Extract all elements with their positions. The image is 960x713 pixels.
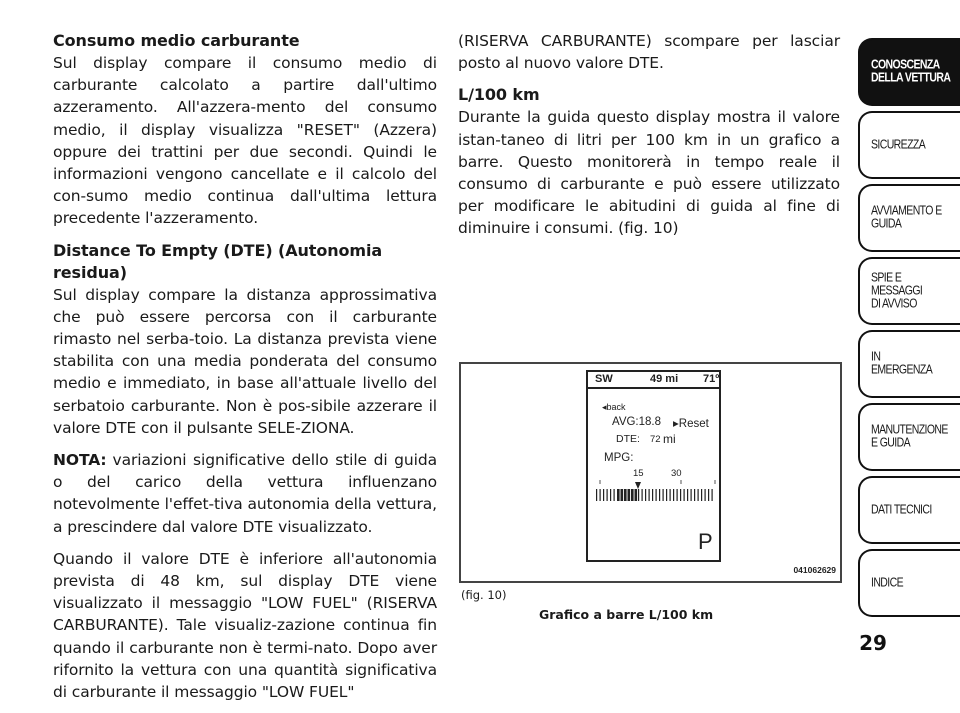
avg-readout: AVG:18.8 [612,416,662,428]
bar-segment [659,489,660,501]
screen-status-bar [588,372,719,389]
bar-segment [670,489,671,501]
note-paragraph [53,449,437,538]
mpg-bar-graph [596,489,716,501]
section-heading-dte: Distance To Empty (DTE) (Autonomia residua) [53,240,383,282]
right-column [458,30,840,250]
bar-segment [624,489,627,501]
bar-segment [694,489,695,501]
tab-label: SPIE E MESSAGGI DI AVVISO [871,270,923,311]
bar-segment [712,489,713,501]
paragraph-continuation: (RISERVA CARBURANTE) scompare per lasciar posto al nuovo valore DTE. [458,32,840,73]
tab-manutenzione[interactable] [858,403,960,471]
bar-segment [607,489,608,501]
note-text: variazioni significative dello stile di guida o del carico della vettura influenzano notevolmente l'effet-tiva autonomia della vettura, a prescindere dal valore DTE visualizzato. [53,451,438,536]
bar-pointer-icon [635,482,641,489]
page-number: 29 [859,631,887,655]
bar-segment [614,489,615,501]
tab-label: MANUTENZIONE E GUIDA [871,422,948,451]
bar-segment [596,489,597,501]
mpg-label: MPG: [604,452,634,464]
bar-segment [680,489,681,501]
temperature-readout: 71º [703,373,720,385]
bar-segment [663,489,664,501]
bar-segment [698,489,699,501]
bar-segment [621,489,624,501]
bar-segment [645,489,646,501]
tab-label: DATI TECNICI [871,502,932,517]
dte-unit: mi [663,432,676,446]
tab-label: CONOSCENZA DELLA VETTURA [871,57,951,86]
paragraph-dte: Sul display compare la distanza approssimativa che può essere percorsa con il carburante rimasto nel serba-toio. La distanza prevista viene stabilita con una media ponderata del consumo medio e immediato, in base all'attuale livello del serbatoio carburante. Non è pos-sibile azzerare il valore DTE con il pulsante SELE-ZIONA. [53,285,437,437]
scale-ticks [588,476,719,490]
tab-conoscenza[interactable] [858,38,960,106]
bar-segment [617,489,620,501]
bar-segment [666,489,667,501]
bar-segment [656,489,657,501]
figure-caption: Grafico a barre L/100 km [539,607,714,622]
tab-label: AVVIAMENTO E GUIDA [871,203,942,232]
tab-dati-tecnici[interactable] [858,476,960,544]
tab-sicurezza[interactable] [858,111,960,179]
bar-segment [691,489,692,501]
tab-emergenza[interactable] [858,330,960,398]
tab-spie[interactable] [858,257,960,325]
dte-value: 72 [650,434,661,445]
tick-label-15: 15 [633,468,644,479]
tick-label-30: 30 [671,468,682,479]
bar-segment [708,489,709,501]
tab-avviamento[interactable] [858,184,960,252]
paragraph-consumo-medio: Sul display compare il consumo medio di carburante calcolato a partire dall'ultimo azzeramento. All'azzera-mento del consumo medio, il display visualizza "RESET" (Azzera) oppure dei trattini per due secondi. Quindi le informazioni vengono cancellate e il calcolo del con-sumo medio continua dall'ultima lettura precedente l'azzeramento. [53,54,437,228]
reset-option: ▸Reset [673,418,709,430]
miles-readout: 49 mi [650,373,679,385]
bar-segment [649,489,650,501]
dte-label: DTE: [616,433,640,445]
figure-label: (fig. 10) [461,588,507,602]
bar-segment [603,489,604,501]
bar-segment [642,489,643,501]
section-heading-consumo-medio: Consumo medio carburante [53,31,300,50]
bar-segment [673,489,674,501]
bar-segment [684,489,685,501]
bar-segment [638,489,639,501]
tab-indice[interactable] [858,549,960,617]
bar-segment [652,489,653,501]
bar-segment [635,489,638,501]
tab-label: INDICE [871,575,903,590]
bar-segment [677,489,678,501]
bar-segment [705,489,706,501]
figure-code: 041062629 [793,565,836,575]
left-column [53,30,437,713]
tab-label: SICUREZZA [871,137,926,152]
bar-segment [687,489,688,501]
tab-label: IN EMERGENZA [871,349,933,378]
section-heading-l100km: L/100 km [458,85,540,105]
section-tabs [858,0,960,678]
note-label: NOTA: [53,451,107,470]
gear-indicator: P [698,529,713,554]
display-screen [586,370,721,562]
paragraph-low-fuel: Quando il valore DTE è inferiore all'autonomia prevista di 48 km, sul display DTE viene visualizzato il messaggio "LOW FUEL" (RISERVA CARBURANTE). Tale visualiz-zazione continua fin quando il carburante non è termi-nato. Dopo aver rifornito la vettura con una quantità significativa di carburante il messaggio "LOW FUEL" [53,549,437,702]
paragraph-l100km: Durante la guida questo display mostra il valore istan-taneo di litri per 100 km in un grafico a barre. Questo monitorerà in tempo reale il consumo di carburante e può essere utilizzato per modificare le abitudini di guida al fine di diminuire i consumi. (fig. 10) [458,108,840,238]
bar-segment [701,489,702,501]
bar-segment [628,489,631,501]
back-option: ◂back [602,402,626,412]
bar-segment [631,489,634,501]
figure-10 [459,362,842,583]
bar-segment [610,489,611,501]
bar-segment [600,489,601,501]
compass-heading: SW [595,373,613,385]
